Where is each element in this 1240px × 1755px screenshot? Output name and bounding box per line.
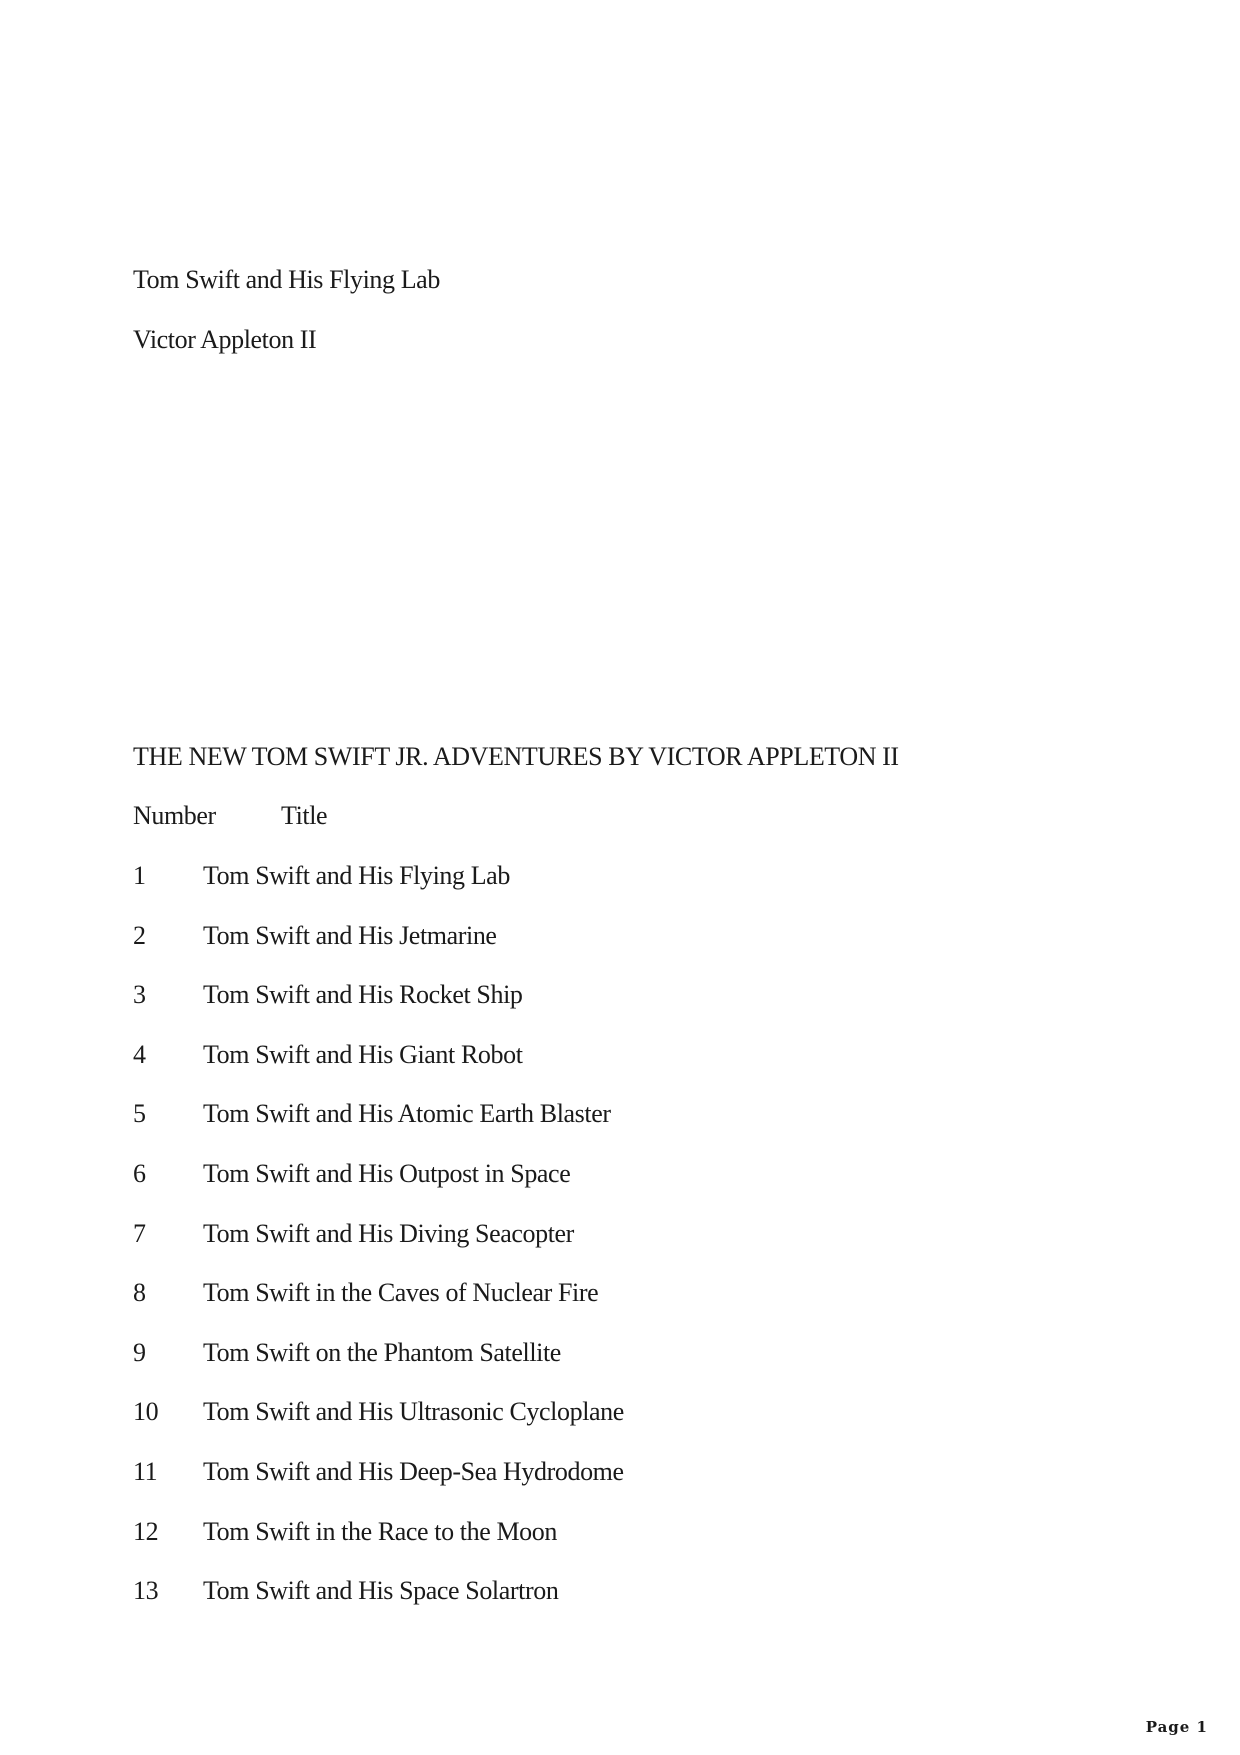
- list-item: [133, 1457, 1033, 1517]
- book-list-title: Tom Swift in the Race to the Moon: [203, 1516, 557, 1546]
- book-number: 6: [133, 1158, 146, 1188]
- book-list-title: Tom Swift on the Phantom Satellite: [203, 1337, 561, 1367]
- book-list-title: Tom Swift and His Diving Seacopter: [203, 1218, 574, 1248]
- book-number: 7: [133, 1218, 146, 1248]
- list-item: [133, 1517, 1033, 1577]
- book-author: Victor Appleton II: [133, 325, 317, 354]
- book-number: 5: [133, 1099, 146, 1129]
- book-number: 4: [133, 1039, 146, 1069]
- book-list-title: Tom Swift and His Flying Lab: [203, 861, 510, 890]
- book-list-title: Tom Swift and His Giant Robot: [203, 1039, 523, 1069]
- book-number: 10: [133, 1397, 159, 1427]
- series-heading: THE NEW TOM SWIFT JR. ADVENTURES BY VICTOR APPLETON II: [133, 742, 899, 771]
- book-list-title: Tom Swift and His Deep-Sea Hydrodome: [203, 1456, 624, 1486]
- book-number: 3: [133, 980, 146, 1010]
- book-list-title: Tom Swift in the Caves of Nuclear Fire: [203, 1278, 599, 1308]
- book-number: 9: [133, 1337, 146, 1367]
- book-list-title: Tom Swift and His Atomic Earth Blaster: [203, 1099, 611, 1129]
- book-number: 2: [133, 920, 146, 950]
- book-number: 8: [133, 1278, 146, 1308]
- page-number: Page 1: [1145, 1718, 1208, 1736]
- book-number: 12: [133, 1516, 159, 1546]
- book-list-title: Tom Swift and His Outpost in Space: [203, 1158, 571, 1188]
- book-list-title: Tom Swift and His Ultrasonic Cycloplane: [203, 1397, 624, 1427]
- list-item: [133, 980, 1033, 1040]
- list-item: [133, 1397, 1033, 1457]
- list-item: [133, 1278, 1033, 1338]
- book-list-title: Tom Swift and His Jetmarine: [203, 920, 497, 950]
- book-number: 1: [133, 861, 146, 890]
- list-item: [133, 1159, 1033, 1219]
- list-item: [133, 1338, 1033, 1398]
- book-number: 13: [133, 1576, 159, 1606]
- column-header-title: Title: [281, 801, 328, 830]
- book-title: Tom Swift and His Flying Lab: [133, 265, 440, 294]
- column-header-number: Number: [133, 801, 216, 830]
- book-list-title: Tom Swift and His Rocket Ship: [203, 980, 523, 1010]
- list-item: [133, 1099, 1033, 1159]
- book-list-title: Tom Swift and His Space Solartron: [203, 1576, 559, 1606]
- list-item: [133, 1040, 1033, 1100]
- list-item: [133, 861, 1033, 921]
- list-item: [133, 1576, 1033, 1636]
- book-number: 11: [133, 1456, 158, 1486]
- list-item: [133, 921, 1033, 981]
- list-item: [133, 1219, 1033, 1279]
- book-list: [133, 861, 1033, 1636]
